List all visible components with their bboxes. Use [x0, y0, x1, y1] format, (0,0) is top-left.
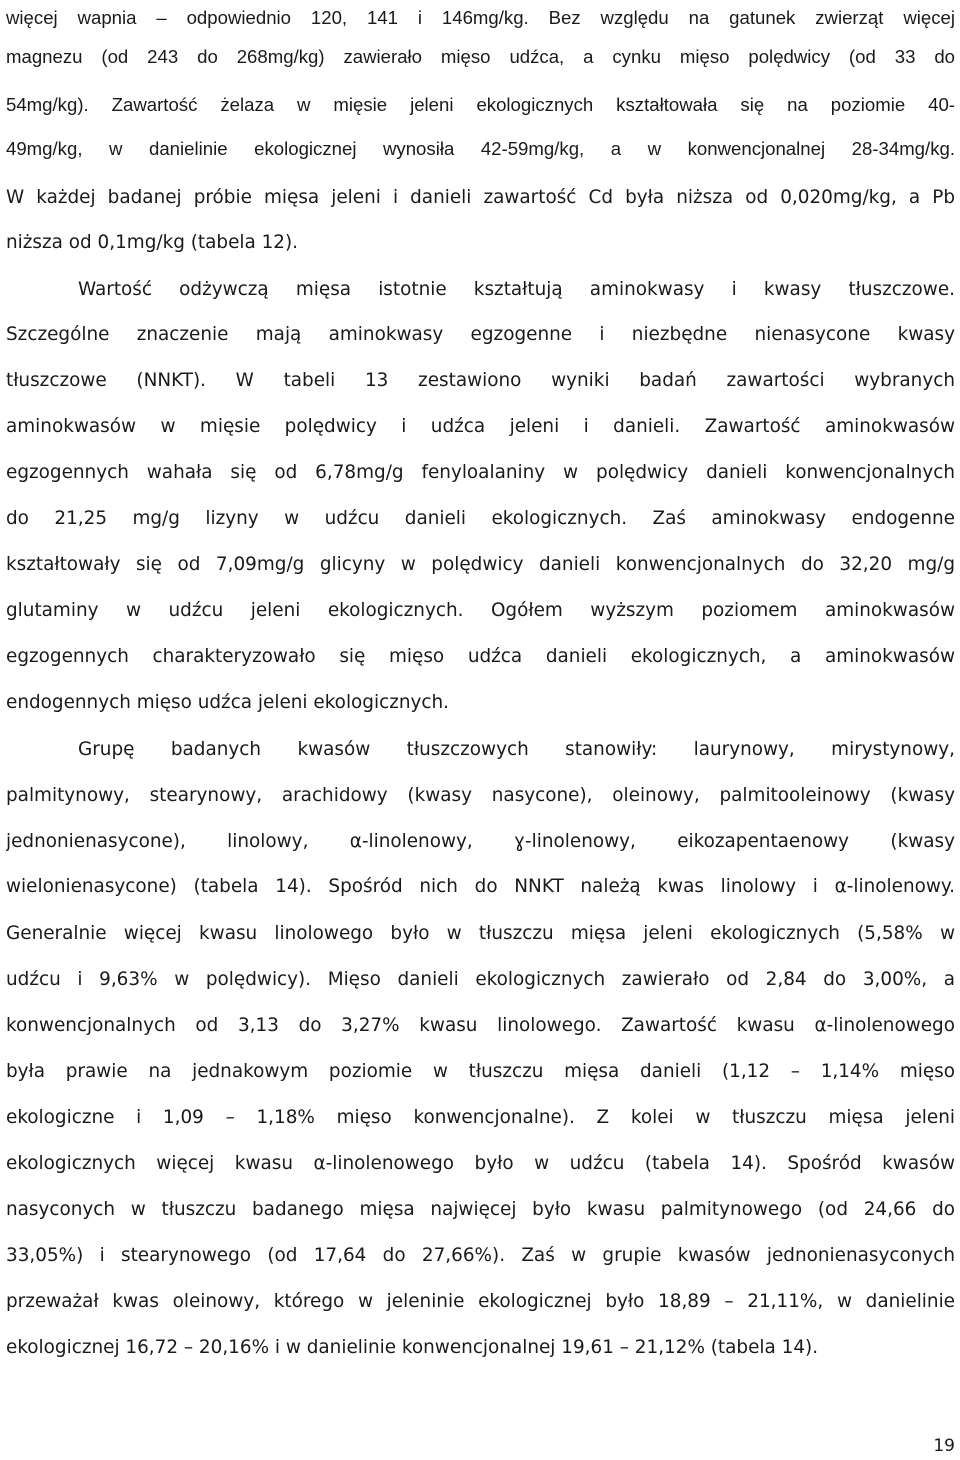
- page-number: 19: [933, 1436, 955, 1456]
- text-line: niższa od 0,1mg/kg (tabela 12).: [6, 232, 299, 253]
- text-line: ekologiczne i 1,09 – 1,18% mięso konwencjonalne). Z kolei w tłuszczu mięsa jeleni: [6, 1107, 955, 1128]
- text-line: przeważał kwas oleinowy, którego w jeleninie ekologicznej było 18,89 – 21,11%, w danielinie: [6, 1291, 955, 1312]
- text-line: więcej wapnia – odpowiednio 120, 141 i 146mg/kg. Bez względu na gatunek zwierząt więcej: [6, 7, 955, 28]
- text-line: była prawie na jednakowym poziomie w tłuszczu mięsa danieli (1,12 – 1,14% mięso: [6, 1061, 955, 1082]
- text-line: egzogennych charakteryzowało się mięso udźca danieli ekologicznych, a aminokwasów: [6, 646, 955, 667]
- text-line: endogennych mięso udźca jeleni ekologicznych.: [6, 692, 450, 713]
- text-line: glutaminy w udźcu jeleni ekologicznych. Ogółem wyższym poziomem aminokwasów: [6, 600, 955, 621]
- text-line: Grupę badanych kwasów tłuszczowych stanowiły: laurynowy, mirystynowy,: [78, 739, 955, 760]
- text-line: W każdej badanej próbie mięsa jeleni i danieli zawartość Cd była niższa od 0,020mg/kg, a Pb: [6, 187, 955, 208]
- text-line: egzogennych wahała się od 6,78mg/g fenyloalaniny w polędwicy danieli konwencjonalnych: [6, 462, 955, 483]
- text-line: konwencjonalnych od 3,13 do 3,27% kwasu linolowego. Zawartość kwasu α-linolenowego: [6, 1015, 955, 1036]
- text-line: Szczególne znaczenie mają aminokwasy egzogenne i niezbędne nienasycone kwasy: [6, 324, 955, 345]
- text-line: Generalnie więcej kwasu linolowego było w tłuszczu mięsa jeleni ekologicznych (5,58% w: [6, 923, 955, 944]
- text-line: do 21,25 mg/g lizyny w udźcu danieli ekologicznych. Zaś aminokwasy endogenne: [6, 508, 955, 529]
- text-line: palmitynowy, stearynowy, arachidowy (kwasy nasycone), oleinowy, palmitooleinowy (kwasy: [6, 785, 955, 806]
- text-line: udźcu i 9,63% w polędwicy). Mięso danieli ekologicznych zawierało od 2,84 do 3,00%, a: [6, 969, 955, 990]
- text-line: magnezu (od 243 do 268mg/kg) zawierało mięso udźca, a cynku mięso polędwicy (od 33 do: [6, 46, 955, 67]
- text-line: 54mg/kg). Zawartość żelaza w mięsie jeleni ekologicznych kształtowała się na poziomie 40-: [6, 94, 955, 115]
- text-line: kształtowały się od 7,09mg/g glicyny w polędwicy danieli konwencjonalnych do 32,20 mg/g: [6, 554, 955, 575]
- text-line: tłuszczowe (NNKT). W tabeli 13 zestawiono wyniki badań zawartości wybranych: [6, 370, 955, 391]
- text-line: ekologicznej 16,72 – 20,16% i w danielinie konwencjonalnej 19,61 – 21,12% (tabela 14).: [6, 1337, 819, 1358]
- text-line: Wartość odżywczą mięsa istotnie kształtują aminokwasy i kwasy tłuszczowe.: [78, 279, 955, 300]
- text-line: ekologicznych więcej kwasu α-linolenowego było w udźcu (tabela 14). Spośród kwasów: [6, 1153, 955, 1174]
- text-line: 49mg/kg, w danielinie ekologicznej wynosiła 42-59mg/kg, a w konwencjonalnej 28-34mg/kg.: [6, 138, 955, 159]
- text-line: 33,05%) i stearynowego (od 17,64 do 27,66%). Zaś w grupie kwasów jednonienasyconych: [6, 1245, 955, 1266]
- text-line: wielonienasycone) (tabela 14). Spośród nich do NNKT należą kwas linolowy i α-linolenowy.: [6, 876, 955, 897]
- text-line: nasyconych w tłuszczu badanego mięsa najwięcej było kwasu palmitynowego (od 24,66 do: [6, 1199, 955, 1220]
- text-line: aminokwasów w mięsie polędwicy i udźca jeleni i danieli. Zawartość aminokwasów: [6, 416, 955, 437]
- text-line: jednonienasycone), linolowy, α-linolenowy, ɣ-linolenowy, eikozapentaenowy (kwasy: [6, 831, 955, 852]
